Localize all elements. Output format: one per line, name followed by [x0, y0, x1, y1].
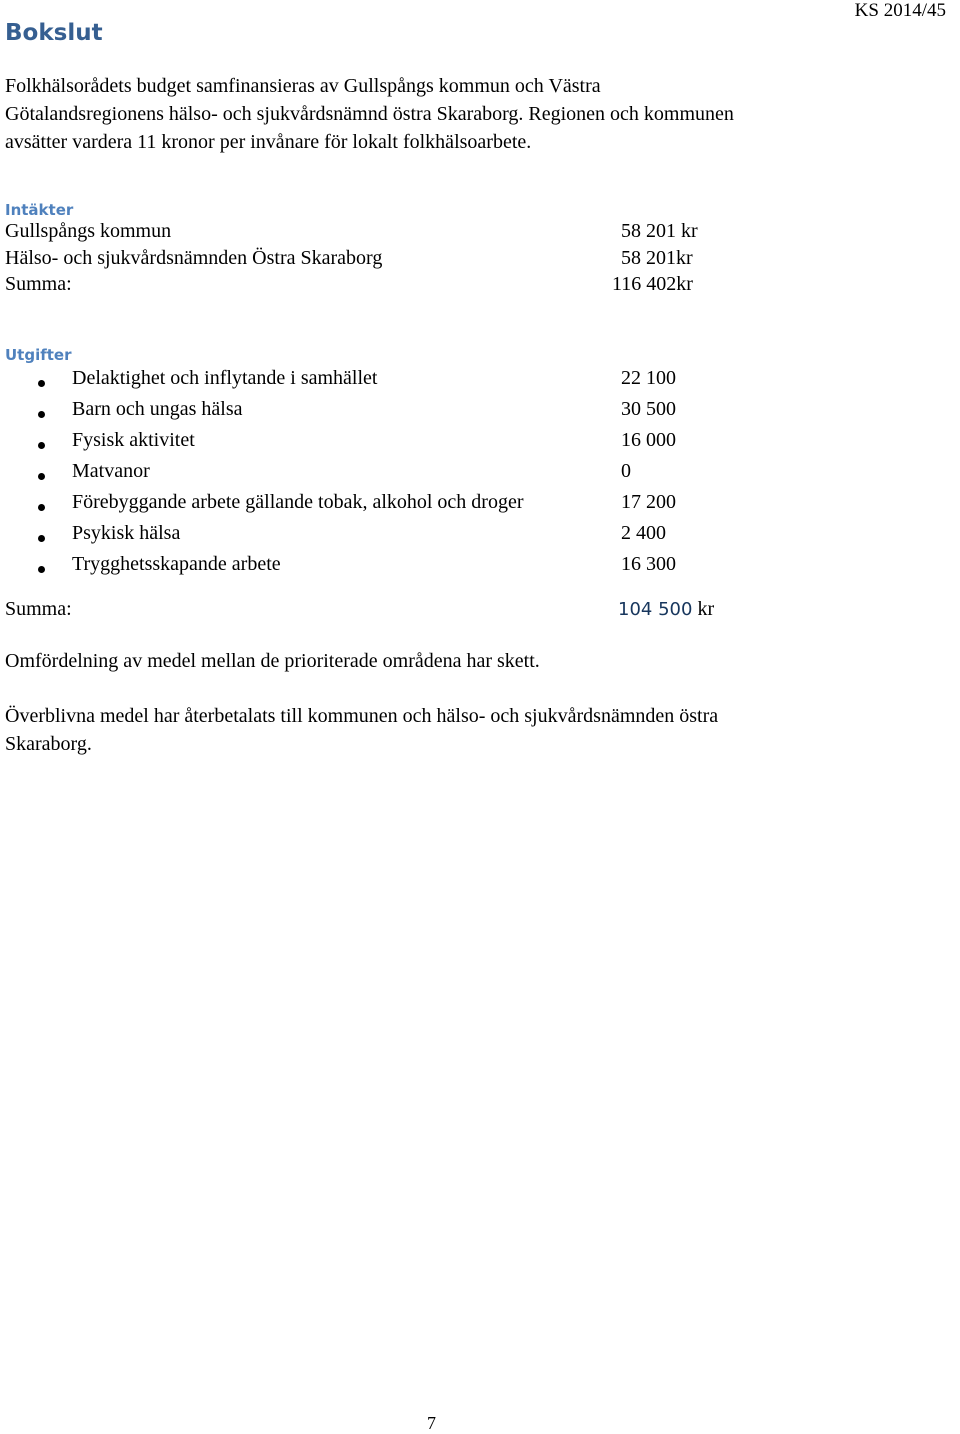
expense-item-value: 16 300 — [621, 553, 676, 575]
expenses-heading: Utgifter — [5, 346, 72, 364]
bullet-icon — [38, 473, 45, 480]
note-refund-line: Skaraborg. — [5, 733, 92, 755]
income-row-label: Hälso- och sjukvårdsnämnden Östra Skaraborg — [5, 247, 383, 269]
expense-item-value: 17 200 — [621, 491, 676, 513]
expense-item-label: Barn och ungas hälsa — [72, 398, 243, 420]
note-refund-line: Överblivna medel har återbetalats till kommunen och hälso- och sjukvårdsnämnden östra — [5, 705, 719, 727]
expense-item-label: Fysisk aktivitet — [72, 429, 195, 451]
intro-line: Götalandsregionens hälso- och sjukvårdsnämnd östra Skaraborg. Regionen och kommunen — [5, 103, 734, 125]
income-row-value: 58 201 kr — [621, 220, 698, 242]
expenses-total-unit: kr — [697, 598, 715, 620]
intro-line: avsätter vardera 11 kronor per invånare för lokalt folkhälsoarbete. — [5, 131, 532, 153]
document-reference: KS 2014/45 — [854, 0, 946, 21]
expense-item-value: 22 100 — [621, 367, 676, 389]
bullet-icon — [38, 535, 45, 542]
expenses-total-label: Summa: — [5, 598, 72, 620]
note-refund — [5, 702, 718, 758]
expenses-total-value: 104 500 — [618, 599, 693, 620]
bullet-icon — [38, 504, 45, 511]
income-row-label: Gullspångs kommun — [5, 220, 172, 242]
expense-item-label: Psykisk hälsa — [72, 522, 181, 544]
bullet-icon — [38, 566, 45, 573]
expense-item-value: 0 — [621, 460, 631, 482]
expense-item-label: Trygghetsskapande arbete — [72, 553, 281, 575]
expense-item-value: 16 000 — [621, 429, 676, 451]
page-number: 7 — [427, 1413, 436, 1433]
expense-item-label: Förebyggande arbete gällande tobak, alkohol och droger — [72, 491, 524, 513]
expense-item-label: Matvanor — [72, 460, 150, 482]
expense-item-value: 30 500 — [621, 398, 676, 420]
income-total-value: 116 402kr — [612, 273, 693, 295]
intro-paragraph — [5, 72, 734, 156]
bullet-icon — [38, 380, 45, 387]
expense-item-value: 2 400 — [621, 522, 666, 544]
income-row-value: 58 201kr — [621, 247, 693, 269]
intro-line: Folkhälsorådets budget samfinansieras av Gullspångs kommun och Västra — [5, 75, 601, 97]
income-total-label: Summa: — [5, 273, 72, 295]
expense-item-label: Delaktighet och inflytande i samhället — [72, 367, 378, 389]
income-heading: Intäkter — [5, 201, 74, 219]
bullet-icon — [38, 442, 45, 449]
bullet-icon — [38, 411, 45, 418]
page-title: Bokslut — [5, 20, 103, 46]
expenses-total — [618, 598, 714, 621]
note-reallocation: Omfördelning av medel mellan de prioriterade områdena har skett. — [5, 650, 540, 672]
